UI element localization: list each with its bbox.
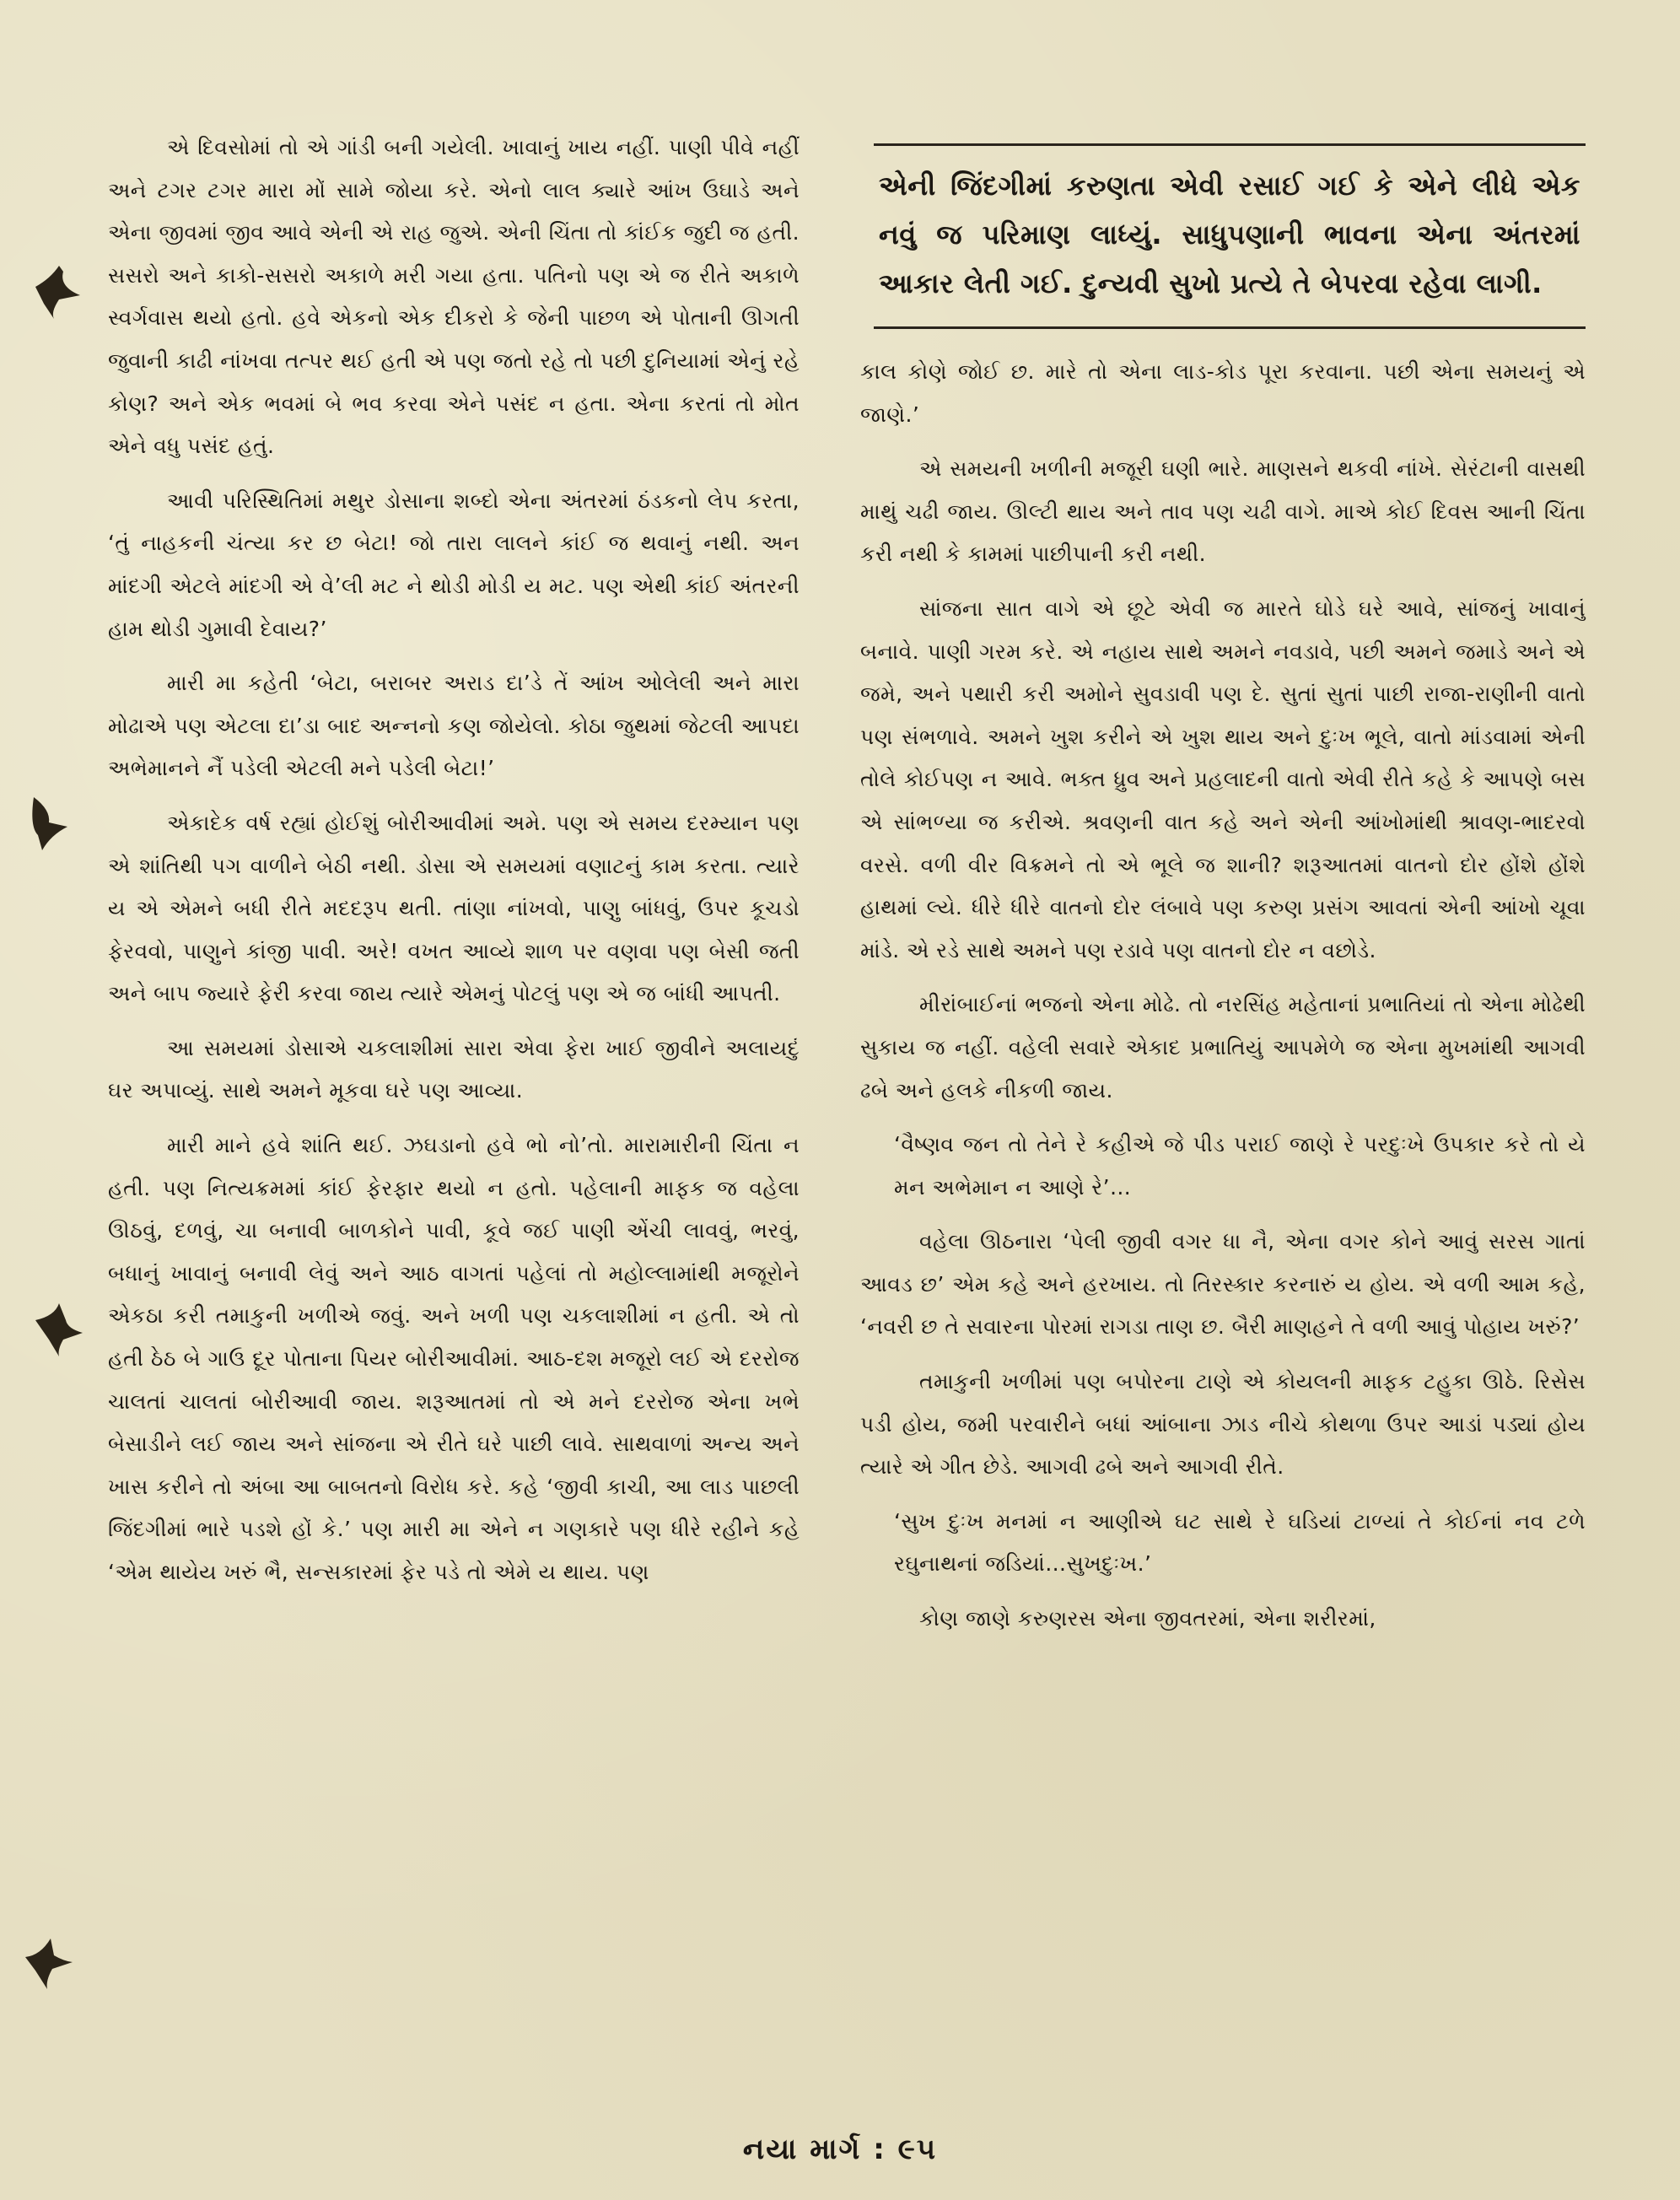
torn-edge-mark bbox=[34, 1299, 84, 1358]
torn-edge-mark bbox=[24, 1932, 74, 1991]
body-paragraph: વહેલા ઊઠનારા ‘પેલી જીવી વગર ધા નૈ, એના વગર કોને આવું સરસ ગાતાં આવડ છ’ એમ કહે અને હરખાય. તો તિરસ્કાર કરનારું ય હોય. એ વળી આમ કહે, ‘નવરી છ તે સવારના પોરમાં રાગડા તાણ છ. બૈરી માણહને તે વળી આવું પોહાય ખરું?’ bbox=[860, 1229, 1586, 1340]
body-paragraph: આ સમયમાં ડોસાએ ચકલાશીમાં સારા એવા ફેરા ખાઈ જીવીને અલાયદું ઘર અપાવ્યું. સાથે અમને મૂકવા ઘરે પણ આવ્યા. bbox=[108, 1035, 800, 1103]
body-paragraph: સાંજના સાત વાગે એ છૂટે એવી જ મારતે ઘોડે ઘરે આવે, સાંજનું ખાવાનું બનાવે. પાણી ગરમ કરે. એ નહાય સાથે અમને નવડાવે, પછી અમને જમાડે અને એ જમે, અને પથારી કરી અમોને સુવડાવી પણ દે. સુતાં સુતાં પાછી રાજા-રાણીની વાતો પણ સંભળાવે. અમને ખુશ કરીને એ ખુશ થાય અને દુઃખ ભૂલે, વાતો માંડવામાં એની તોલે કોઈપણ ન આવે. ભક્ત ધ્રુવ અને પ્રહલાદની વાતો એવી રીતે કહે કે આપણે બસ એ સાંભળ્યા જ કરીએ. શ્રવણની વાત કહે અને એની આંખોમાંથી શ્રાવણ-ભાદરવો વરસે. વળી વીર વિક્રમને તો એ ભૂલે જ શાની? શરૂઆતમાં વાતનો દોર હોંશે હોંશે હાથમાં લ્યે. ધીરે ધીરે વાતનો દોર લંબાવે પણ કરુણ પ્રસંગ આવતાં એની આંખો ચૂવા માંડે. એ રડે સાથે અમને પણ રડાવે પણ વાતનો દોર ન વછોડે. bbox=[860, 596, 1586, 962]
song-quote: ‘વૈષ્ણવ જન તો તેને રે કહીએ જે પીડ પરાઈ જાણે રે પરદુઃખે ઉપકાર કરે તો યે મન અભેમાન ન આણે રે’… bbox=[894, 1132, 1586, 1200]
body-paragraph: એ સમયની ખળીની મજૂરી ઘણી ભારે. માણસને થકવી નાંખે. સેરંટાની વાસથી માથું ચઢી જાય. ઊલ્ટી થાય અને તાવ પણ ચઢી વાગે. માએ કોઈ દિવસ આની ચિંતા કરી નથી કે કામમાં પાછીપાની કરી નથી. bbox=[860, 456, 1586, 567]
body-paragraph: કોણ જાણે કરુણરસ એના જીવતરમાં, એના શરીરમાં, bbox=[919, 1606, 1376, 1631]
torn-edge-mark bbox=[34, 262, 84, 321]
body-paragraph: તમાકુની ખળીમાં પણ બપોરના ટાણે એ કોયલની માફક ટહુકા ઊઠે. રિસેસ પડી હોય, જમી પરવારીને બધાં આંબાના ઝાડ નીચે કોથળા ઉપર આડાં પડ્યાં હોય ત્યારે એ ગીત છેડે. આગવી ઢબે અને આગવી રીતે. bbox=[860, 1369, 1586, 1480]
body-paragraph: આવી પરિસ્થિતિમાં મથુર ડોસાના શબ્દો એના અંતરમાં ઠંડકનો લેપ કરતા, ‘તું નાહકની ચંત્યા કર છ બેટા! જો તારા લાલને કાંઈ જ થવાનું નથી. અન માંદગી એટલે માંદગી એ વે’લી મટ ને થોડી મોડી ય મટ. પણ એથી કાંઈ અંતરની હામ થોડી ગુમાવી દેવાય?’ bbox=[108, 488, 800, 641]
right-column bbox=[860, 127, 1586, 1653]
body-paragraph: એકાદેક વર્ષ રહ્યાં હોઈશું બોરીઆવીમાં અમે. પણ એ સમય દરમ્યાન પણ એ શાંતિથી પગ વાળીને બેઠી નથી. ડોસા એ સમયમાં વણાટનું કામ કરતા. ત્યારે ય એ એમને બધી રીતે મદદરૂપ થતી. તાંણા નાંખવો, પાણુ બાંધવું, ઉપર કૂચડો ફેરવવો, પાણુને કાંજી પાવી. અરે! વખત આવ્યે શાળ પર વણવા પણ બેસી જતી અને બાપ જ્યારે ફેરી કરવા જાય ત્યારે એમનું પોટલું પણ એ જ બાંધી આપતી. bbox=[108, 810, 800, 1006]
body-paragraph: મારી મા કહેતી ‘બેટા, બરાબર અરાડ દા’ડે તેં આંખ ઓલેલી અને મારા મોઢાએ પણ એટલા દા’ડા બાદ અન્નનો કણ જોયેલો. કોઠા જુથમાં જેટલી આપદા અભેમાનને નૈં પડેલી એટલી મને પડેલી બેટા!’ bbox=[108, 671, 800, 781]
torn-edge-mark bbox=[25, 793, 76, 852]
pull-quote-text: એની જિંદગીમાં કરુણતા એવી રસાઈ ગઈ કે એને લીધે એક નવું જ પરિમાણ લાધ્યું. સાધુપણાની ભાવના એના અંતરમાં આકાર લેતી ગઈ. દુન્યવી સુખો પ્રત્યે તે બેપરવા રહેવા લાગી. bbox=[879, 170, 1580, 299]
body-paragraph: એ દિવસોમાં તો એ ગાંડી બની ગયેલી. ખાવાનું ખાય નહીં. પાણી પીવે નહીં અને ટગર ટગર મારા મોં સામે જોયા કરે. એનો લાલ ક્યારે આંખ ઉઘાડે અને એના જીવમાં જીવ આવે એની એ રાહ જુએ. એની ચિંતા તો કાંઈક જુદી જ હતી. સસરો અને કાકો-સસરો અકાળે મરી ગયા હતા. પતિનો પણ એ જ રીતે અકાળે સ્વર્ગવાસ થયો હતો. હવે એકનો એક દીકરો કે જેની પાછળ એ પોતાની ઊગતી જુવાની કાઢી નાંખવા તત્પર થઈ હતી એ પણ જતો રહે તો પછી દુનિયામાં એનું રહે કોણ? અને એક ભવમાં બે ભવ કરવા એને પસંદ ન હતા. એના કરતાં તો મોત એને વધુ પસંદ હતું. bbox=[108, 135, 800, 459]
song-quote: ‘સુખ દુઃખ મનમાં ન આણીએ ઘટ સાથે રે ઘડિયાં ટાળ્યાં તે કોઈનાં નવ ટળે રઘુનાથનાં જડિયાં…સુખદુઃખ.’ bbox=[894, 1508, 1586, 1577]
body-paragraph: મીરાંબાઈનાં ભજનો એના મોઢે. તો નરસિંહ મહેતાનાં પ્રભાતિયાં તો એના મોઢેથી સુકાય જ નહીં. વહેલી સવારે એકાદ પ્રભાતિયું આપમેળે જ એના મુખમાંથી આગવી ઢબે અને હલકે નીકળી જાય. bbox=[860, 992, 1586, 1103]
pull-quote-box bbox=[874, 143, 1586, 329]
left-column bbox=[108, 127, 800, 1606]
page-footer: નયા માર્ગ : ૯૫ bbox=[742, 2133, 938, 2166]
body-paragraph: મારી માને હવે શાંતિ થઈ. ઝઘડાનો હવે ભો નો’તો. મારામારીની ચિંતા ન હતી. પણ નિત્યક્રમમાં કાંઈ ફેરફાર થયો ન હતો. પહેલાની માફક જ વહેલા ઊઠવું, દળવું, ચા બનાવી બાળકોને પાવી, કૂવે જઈ પાણી એંચી લાવવું, ભરવું, બધાનું ખાવાનું બનાવી લેવું અને આઠ વાગતાં પહેલાં તો મહોલ્લામાંથી મજૂરોને એકઠા કરી તમાકુની ખળીએ જવું. અને ખળી પણ ચકલાશીમાં ન હતી. એ તો હતી ઠેઠ બે ગાઉ દૂર પોતાના પિયર બોરીઆવીમાં. આઠ-દશ મજૂરો લઈ એ દરરોજ ચાલતાં ચાલતાં બોરીઆવી જાય. શરૂઆતમાં તો એ મને દરરોજ એના ખભે બેસાડીને લઈ જાય અને સાંજના એ રીતે ઘરે પાછી લાવે. સાથવાળાં અન્ય અને ખાસ કરીને તો અંબા આ બાબતનો વિરોધ કરે. કહે ‘જીવી કાચી, આ લાડ પાછલી જિંદગીમાં ભારે પડશે હોં કે.’ પણ મારી મા એને ન ગણકારે પણ ધીરે રહીને કહે ‘એમ થાયેય ખરું ભૈ, સન્સકારમાં ફેર પડે તો એમે ય થાય. પણ bbox=[108, 1133, 800, 1584]
body-paragraph: કાલ કોણે જોઈ છ. મારે તો એના લાડ-કોડ પૂરા કરવાના. પછી એના સમયનું એ જાણે.’ bbox=[860, 359, 1586, 427]
